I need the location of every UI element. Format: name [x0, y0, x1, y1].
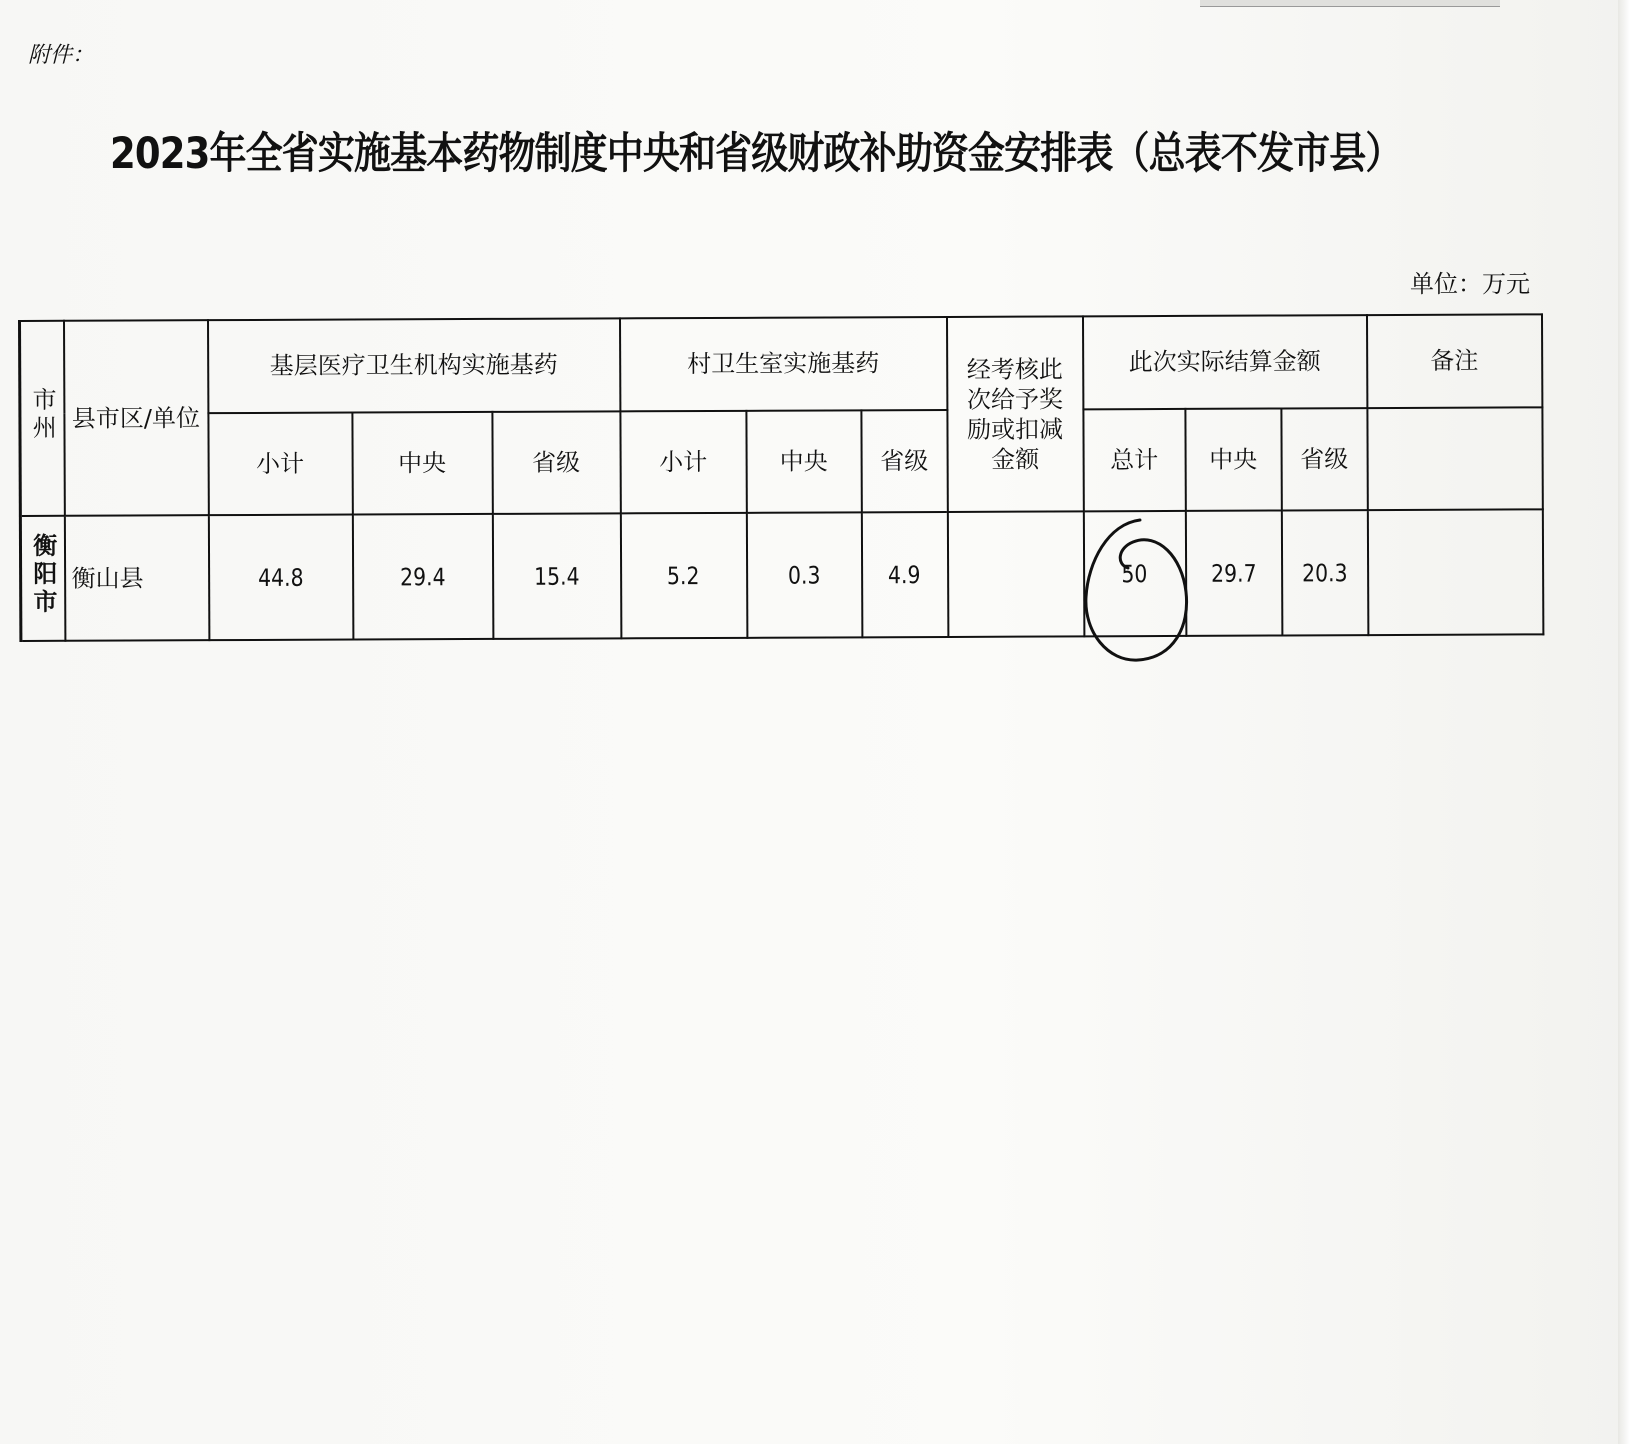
- header-settlement-total: 总计: [1083, 408, 1185, 511]
- unit-label: 单位：万元: [1410, 270, 1530, 298]
- paper-strip: [1200, 0, 1500, 7]
- value: 29.4: [399, 562, 446, 591]
- header-remark-blank: [1367, 407, 1542, 510]
- value: 5.2: [667, 561, 700, 590]
- cell-city: [20, 516, 65, 641]
- value: 4.9: [888, 560, 921, 589]
- handwritten-circle-mark: [1078, 512, 1198, 662]
- header-row-1: [20, 314, 1542, 413]
- header-row-2: [20, 407, 1543, 516]
- cell-city-text: 衡阳市: [28, 532, 58, 618]
- cell-county: 衡山县: [64, 515, 209, 640]
- value: 29.7: [1210, 559, 1257, 588]
- header-village-group: 村卫生室实施基药: [620, 317, 947, 411]
- header-county: 县市区/单位: [64, 320, 209, 516]
- header-city-text: 市州: [28, 386, 57, 444]
- value: 20.3: [1301, 558, 1348, 588]
- cell-grassroots-provincial: [492, 514, 621, 639]
- header-grassroots-provincial: 省级: [492, 411, 620, 514]
- header-village-central: 中央: [746, 410, 861, 513]
- header-grassroots-central: 中央: [352, 412, 492, 515]
- table-row: [20, 510, 1543, 641]
- allocation-table: [18, 313, 1544, 642]
- header-city: [20, 321, 65, 516]
- page-edge: [1618, 0, 1648, 1444]
- value: 50: [1121, 559, 1148, 588]
- header-grassroots-group: 基层医疗卫生机构实施基药: [208, 318, 620, 412]
- cell-grassroots-central: [352, 514, 493, 639]
- header-village-subtotal: 小计: [620, 410, 746, 513]
- value: 15.4: [533, 562, 580, 591]
- attachment-label: 附件：: [28, 43, 95, 68]
- cell-village-subtotal: [620, 513, 747, 638]
- document-title: 2023年全省实施基本药物制度中央和省级财政补助资金安排表（总表不发市县）: [110, 129, 1402, 179]
- cell-village-central: [746, 513, 862, 638]
- cell-settlement-provincial: [1281, 510, 1368, 635]
- header-assessment: 经考核此次给予奖励或扣减金额: [947, 316, 1084, 512]
- header-remark: 备注: [1367, 314, 1542, 407]
- cell-settlement-central: [1185, 511, 1282, 636]
- header-settlement-central: 中央: [1185, 408, 1281, 511]
- value: 44.8: [257, 563, 304, 592]
- cell-remark: [1367, 510, 1543, 636]
- value: 0.3: [787, 561, 821, 590]
- cell-grassroots-subtotal: [208, 515, 353, 640]
- header-grassroots-subtotal: 小计: [208, 412, 352, 515]
- cell-village-provincial: [861, 512, 948, 637]
- header-village-provincial: 省级: [861, 410, 947, 513]
- header-settlement-group: 此次实际结算金额: [1083, 315, 1367, 409]
- header-settlement-provincial: 省级: [1281, 408, 1367, 511]
- cell-assessment: [947, 512, 1084, 637]
